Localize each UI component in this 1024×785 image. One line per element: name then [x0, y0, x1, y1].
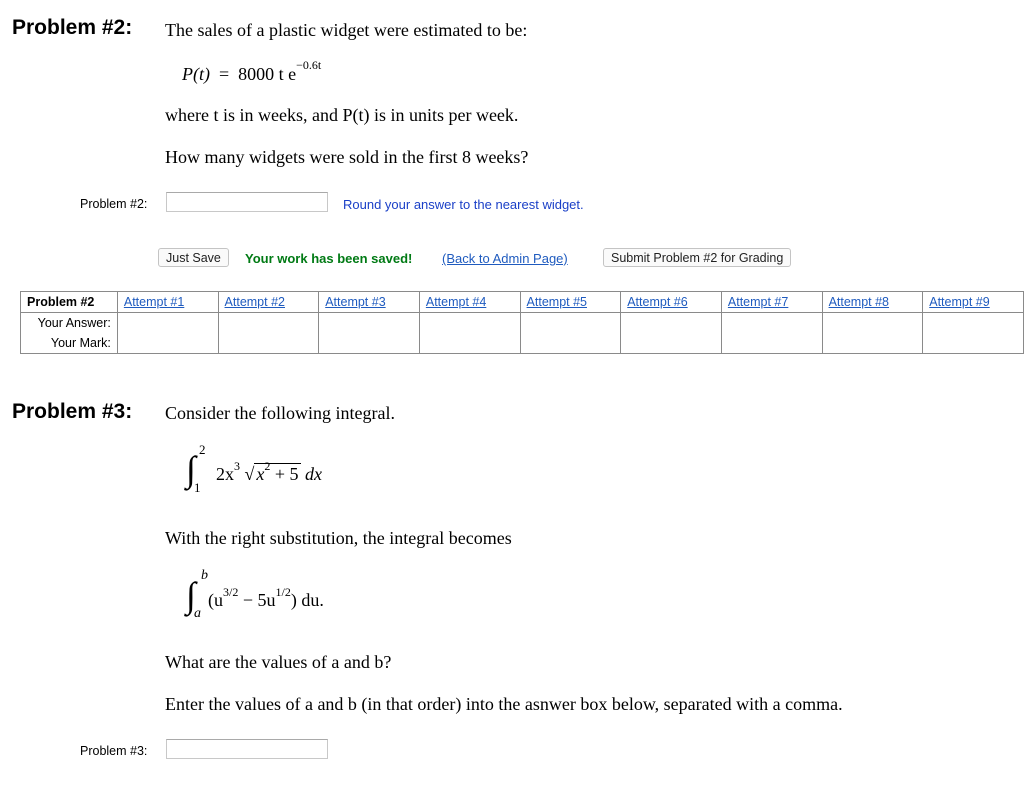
formula-rhs: 8000 t e: [238, 64, 297, 84]
attempt-2-link[interactable]: Attempt #2: [218, 292, 319, 313]
integral-2: [186, 568, 406, 622]
submit-problem-2-button[interactable]: Submit Problem #2 for Grading: [603, 248, 791, 267]
formula-exponent: −0.6t: [296, 58, 322, 72]
integral-1-exp: 3: [234, 459, 240, 473]
integral-2-body-b: − 5u: [238, 590, 276, 610]
table-cell: [923, 313, 1024, 334]
integral-1: [186, 442, 386, 496]
problem-2-formula: [182, 58, 322, 85]
problem-3-instructions: Enter the values of a and b (in that order) into the asnwer box below, separated with a comma.: [165, 694, 843, 714]
table-cell: [419, 313, 520, 334]
table-cell: [822, 333, 923, 354]
attempts-table: [20, 291, 1024, 354]
integral-2-lower: a: [194, 606, 201, 621]
integral-1-root-exp: 2: [264, 459, 271, 473]
saved-message: Your work has been saved!: [245, 251, 413, 266]
table-cell: [520, 333, 621, 354]
back-to-admin-link[interactable]: (Back to Admin Page): [442, 251, 568, 266]
table-cell: [621, 313, 722, 334]
attempt-6-link[interactable]: Attempt #6: [621, 292, 722, 313]
table-cell: [218, 333, 319, 354]
attempt-3-link[interactable]: Attempt #3: [319, 292, 420, 313]
integral-2-exp-a: 3/2: [223, 585, 239, 599]
table-cell: [117, 333, 218, 354]
integral-2-expr: [208, 585, 324, 611]
integral-1-expr: [216, 459, 323, 485]
formula-lhs: P(t): [182, 64, 210, 84]
table-cell: [218, 313, 319, 334]
table-cell: [822, 313, 923, 334]
integral-1-tail: + 5: [274, 464, 299, 484]
table-cell: [621, 333, 722, 354]
table-cell: [923, 333, 1024, 354]
problem-3-answer-input[interactable]: [166, 739, 328, 759]
your-mark-label: Your Mark:: [21, 333, 118, 354]
problem-2-question: How many widgets were sold in the first 8 weeks?: [165, 147, 529, 167]
integral-2-upper: b: [201, 568, 208, 583]
problem-2-hint: Round your answer to the nearest widget.: [343, 197, 584, 212]
attempt-1-link[interactable]: Attempt #1: [117, 292, 218, 313]
integral-1-lower: 1: [194, 480, 201, 495]
problem-2-answer-input[interactable]: [166, 192, 328, 212]
table-cell: [721, 333, 822, 354]
attempt-4-link[interactable]: Attempt #4: [419, 292, 520, 313]
problem-2-heading: Problem #2:: [12, 16, 133, 39]
integral-1-dx: dx: [305, 464, 323, 484]
integral-2-exp-b: 1/2: [275, 585, 291, 599]
attempt-9-link[interactable]: Attempt #9: [923, 292, 1024, 313]
sqrt-icon: √: [244, 464, 255, 484]
table-cell: [319, 313, 420, 334]
integral-1-body: 2x: [216, 464, 234, 484]
table-cell: [721, 313, 822, 334]
integral-2-body-a: (u: [208, 590, 223, 610]
table-cell: [520, 313, 621, 334]
formula-equals: =: [218, 64, 230, 84]
integral-2-tail: ) du.: [290, 590, 324, 610]
your-answer-label: Your Answer:: [21, 313, 118, 334]
problem-2-intro: The sales of a plastic widget were estimated to be:: [165, 20, 528, 40]
just-save-button[interactable]: Just Save: [158, 248, 229, 267]
problem-3-heading: Problem #3:: [12, 400, 133, 423]
integral-1-upper: 2: [199, 442, 206, 457]
attempt-5-link[interactable]: Attempt #5: [520, 292, 621, 313]
table-cell: [319, 333, 420, 354]
integral-1-root: x: [256, 464, 265, 484]
attempts-table-corner: Problem #2: [21, 292, 118, 313]
attempt-7-link[interactable]: Attempt #7: [721, 292, 822, 313]
table-cell: [117, 313, 218, 334]
problem-2-where: where t is in weeks, and P(t) is in units per week.: [165, 105, 519, 125]
problem-3-intro: Consider the following integral.: [165, 403, 395, 423]
table-cell: [419, 333, 520, 354]
problem-3-answer-label: Problem #3:: [80, 744, 148, 758]
integral-sign-icon: ∫: [186, 449, 196, 489]
problem-3-question: What are the values of a and b?: [165, 652, 392, 672]
problem-2-answer-label: Problem #2:: [80, 197, 148, 211]
attempt-8-link[interactable]: Attempt #8: [822, 292, 923, 313]
integral-sign-icon: ∫: [186, 575, 196, 615]
sqrt-radicand: [254, 459, 300, 484]
problem-3-after-sub: With the right substitution, the integral becomes: [165, 528, 512, 548]
